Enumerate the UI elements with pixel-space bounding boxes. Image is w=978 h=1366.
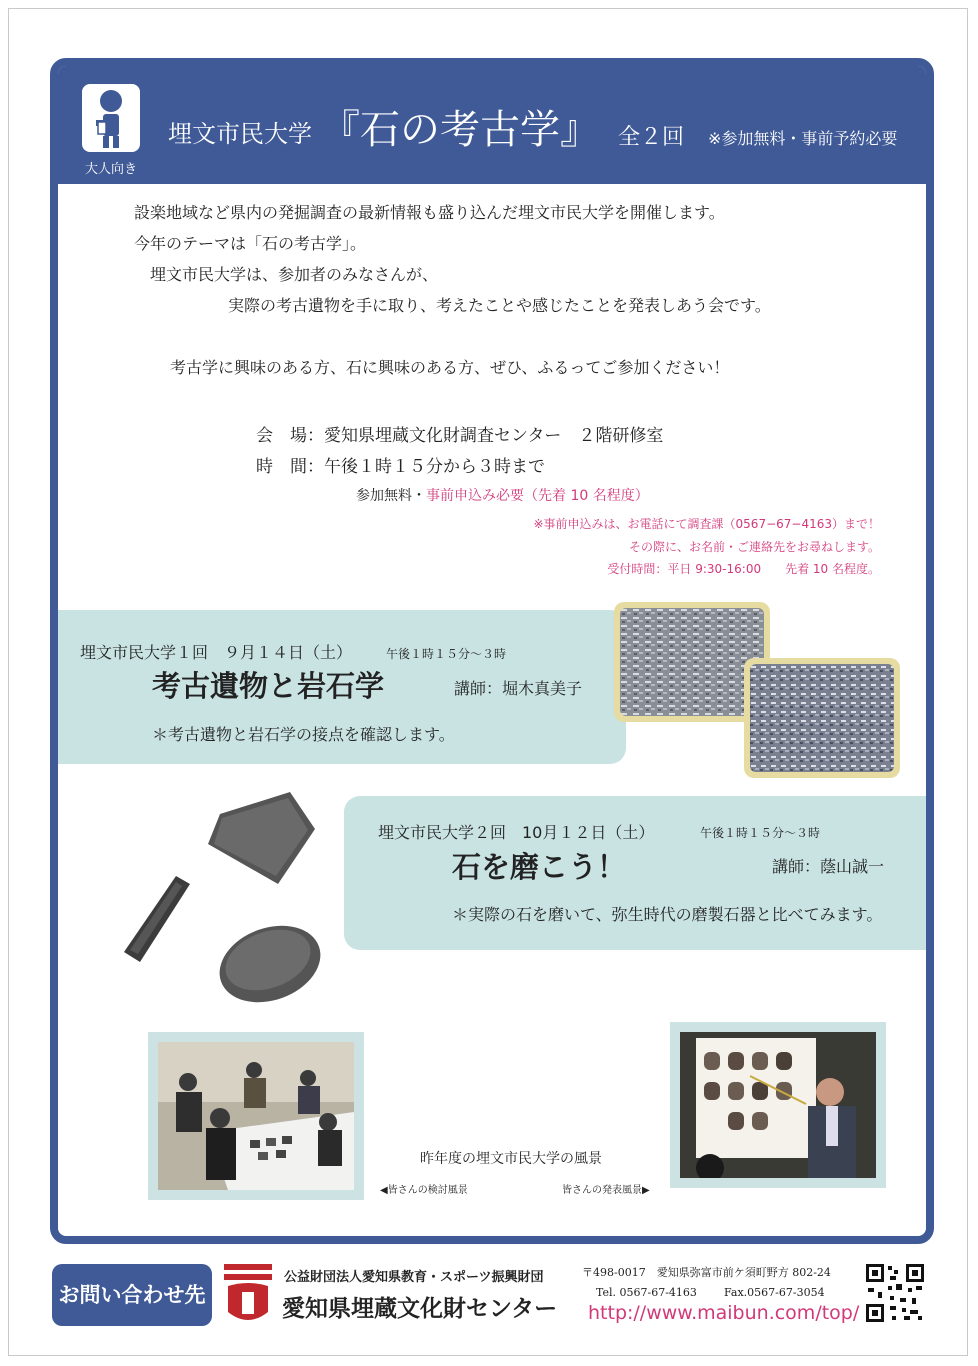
left-photo-caption: ◀皆さんの検討風景 xyxy=(380,1185,468,1196)
photos-caption: 昨年度の埋文市民大学の風景 xyxy=(420,1151,602,1167)
fee-reservation: 事前申込み必要（先着 10 名程度） xyxy=(426,488,649,504)
intro-line-3: 埋文市民大学は、参加者のみなさんが、 xyxy=(150,265,439,284)
fee-line xyxy=(356,485,649,505)
adult-badge xyxy=(78,78,144,182)
lecture-2-lecturer: 講師：蔭山誠一 xyxy=(772,857,885,876)
adult-badge-label: 大人向き xyxy=(84,162,137,177)
header-band xyxy=(58,66,926,184)
reservation-note-3: 受付時間：平日 9:30-16:00 先着 10 名程度。 xyxy=(607,562,880,576)
reservation-note-1: ※事前申込みは、お電話にて調査課（0567−67−4163）まで！ xyxy=(533,517,880,531)
lecture-1-time: 午後１時１５分〜３時 xyxy=(386,647,507,661)
intro-line-4: 実際の考古遺物を手に取り、考えたことや感じたことを発表しあう会です。 xyxy=(228,296,771,315)
org-sub-name: 公益財団法人愛知県教育・スポーツ振興財団 xyxy=(284,1270,544,1285)
person-icon xyxy=(82,84,140,152)
website-link[interactable]: http://www.maibun.com/top/ xyxy=(588,1302,860,1324)
fee-prefix: 参加無料・ xyxy=(356,488,426,504)
lecture-2-time: 午後１時１５分〜３時 xyxy=(700,826,821,840)
lecture-1-heading: 埋文市民大学１回 ９月１４日（土） xyxy=(80,643,353,662)
header-count: 全２回 xyxy=(618,125,685,150)
intro-line-5: 考古学に興味のある方、石に興味のある方、ぜひ、ふるってご参加ください！ xyxy=(170,358,730,377)
reservation-note-2: その際に、お名前・ご連絡先をお尋ねします。 xyxy=(628,540,880,554)
right-photo-caption: 皆さんの発表風景▶ xyxy=(562,1185,650,1196)
lecture-1-title: 考古遺物と岩石学 xyxy=(152,669,385,703)
venue-line: 会 場：愛知県埋蔵文化財調査センター ２階研修室 xyxy=(256,426,664,446)
intro-line-2: 今年のテーマは「石の考古学」。 xyxy=(134,234,367,253)
rock-sample-photo-2 xyxy=(744,658,900,778)
fax: Fax.0567-67-3054 xyxy=(724,1286,825,1299)
lecture-1-lecturer: 講師：堀木真美子 xyxy=(454,679,583,698)
time-line: 時 間：午後１時１５分から３時まで xyxy=(256,457,545,477)
contact-label: お問い合わせ先 xyxy=(52,1264,212,1326)
intro-line-1: 設楽地域など県内の発掘調査の最新情報も盛り込んだ埋文市民大学を開催します。 xyxy=(134,203,725,222)
address: 〒498-0017 愛知県弥富市前ケ須町野方 802-24 xyxy=(582,1266,831,1279)
header-note: ※参加無料・事前予約必要 xyxy=(708,129,898,148)
discussion-photo xyxy=(148,1032,364,1200)
lecture-1-desc: ＊考古遺物と岩石学の接点を確認します。 xyxy=(152,725,455,744)
lecture-2-heading: 埋文市民大学２回 10月１２日（土） xyxy=(378,823,655,842)
header-subtitle: 埋文市民大学 xyxy=(168,120,312,148)
stone-tools-illustration xyxy=(110,784,340,1014)
lecture-2-desc: ＊実際の石を磨いて、弥生時代の磨製石器と比べてみます。 xyxy=(452,905,883,924)
tel: Tel. 0567-67-4163 xyxy=(596,1286,697,1299)
org-main-name: 愛知県埋蔵文化財センター xyxy=(282,1295,558,1322)
lecture-2-title: 石を磨こう！ xyxy=(452,850,627,884)
header-title: 『石の考古学』 xyxy=(320,107,600,153)
presentation-photo xyxy=(670,1022,886,1188)
qr-code-icon[interactable] xyxy=(864,1262,926,1324)
center-logo xyxy=(220,1262,276,1328)
